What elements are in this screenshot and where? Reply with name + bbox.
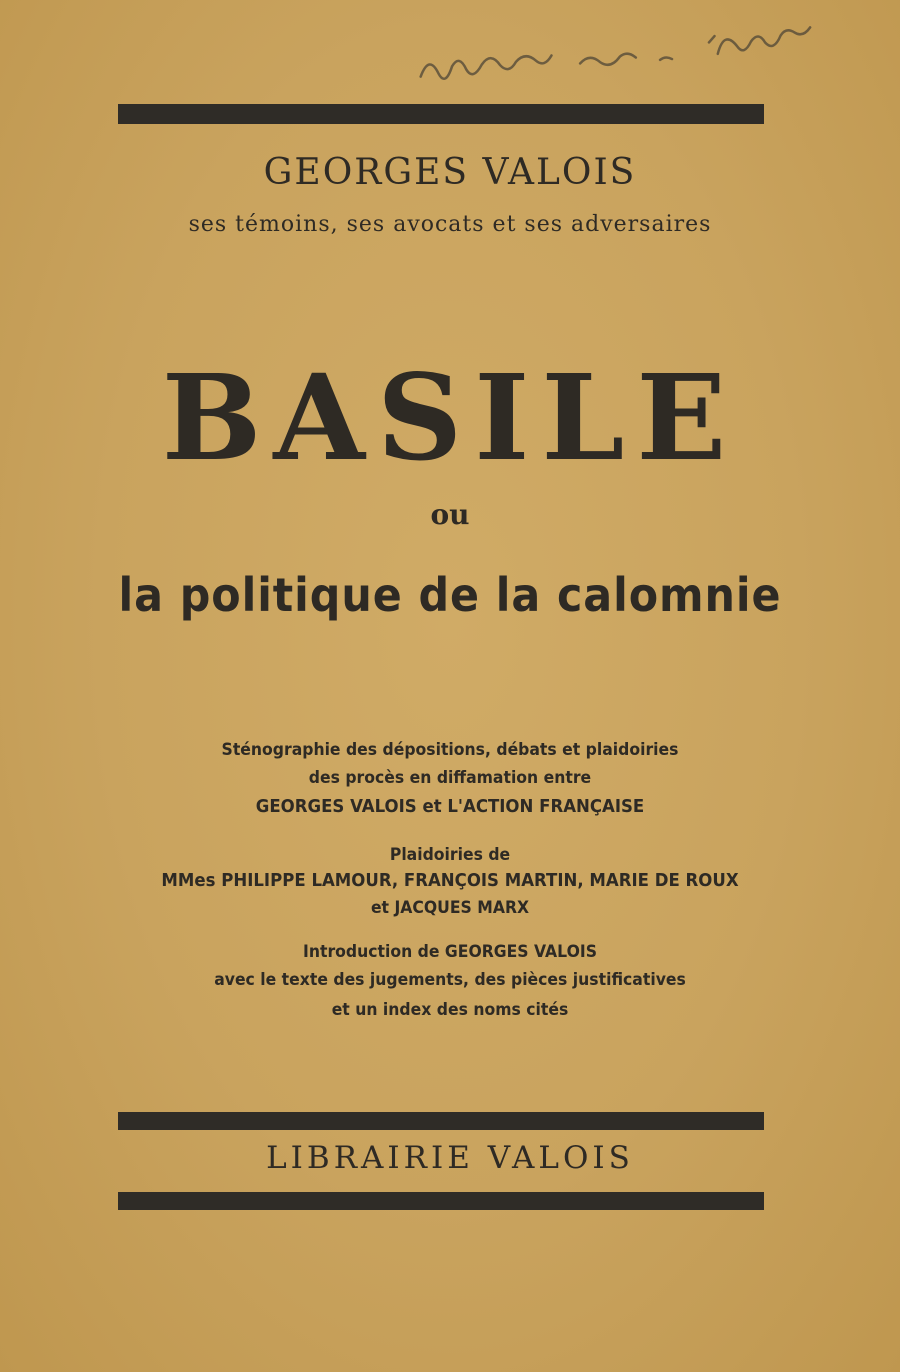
alternate-title: la politique de la calomnie xyxy=(118,568,782,622)
publisher-bottom-rule xyxy=(118,1192,764,1210)
description-line: des procès en diffamation entre xyxy=(308,768,592,788)
description-line: et un index des noms cités xyxy=(331,1000,569,1020)
author-subtitle: ses témoins, ses avocats et ses adversaires xyxy=(188,212,712,237)
description-line: Sténographie des dépositions, débats et plaidoiries xyxy=(221,740,679,760)
description-line: Plaidoiries de xyxy=(389,845,511,865)
description-line: MMes PHILIPPE LAMOUR, FRANÇOIS MARTIN, MARIE DE ROUX xyxy=(161,870,739,891)
title-connector: ou xyxy=(430,498,470,531)
publisher-name: LIBRAIRIE VALOIS xyxy=(266,1140,634,1176)
handwritten-inscription xyxy=(408,15,851,106)
description-line: Introduction de GEORGES VALOIS xyxy=(303,942,597,962)
description-line: GEORGES VALOIS et L'ACTION FRANÇAISE xyxy=(255,796,645,817)
description-line: avec le texte des jugements, des pièces justificatives xyxy=(214,970,686,990)
book-title: BASILE xyxy=(161,348,739,487)
signature-scribble xyxy=(408,15,840,95)
publisher-top-rule xyxy=(118,1112,764,1130)
description-line: et JACQUES MARX xyxy=(370,898,530,918)
top-rule xyxy=(118,104,764,124)
author-name: GEORGES VALOIS xyxy=(263,152,637,193)
